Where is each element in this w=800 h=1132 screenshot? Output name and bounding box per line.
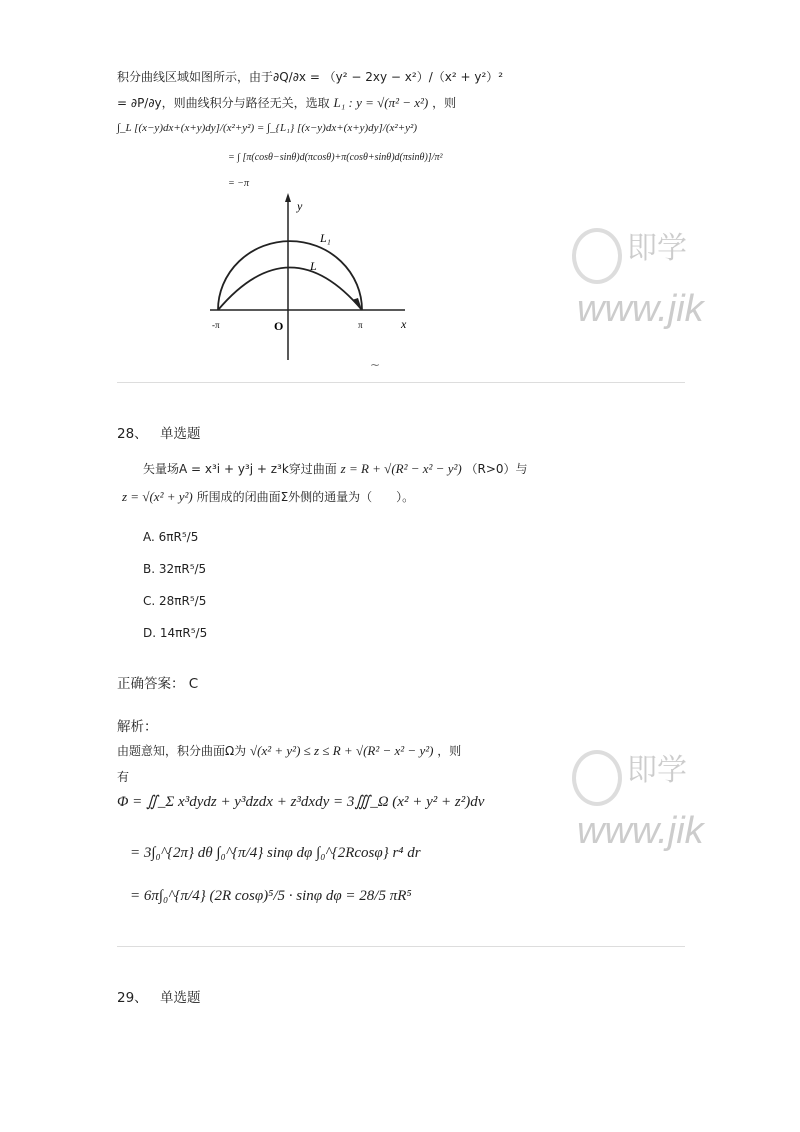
panda-logo-icon — [572, 750, 622, 806]
divider — [117, 946, 685, 947]
option-letter: C. — [143, 594, 156, 608]
q28-header — [117, 422, 200, 442]
q29-header — [117, 986, 200, 1006]
analysis-eq2: = 3∫₀^{2π} dθ ∫₀^{π/4} sinφ dφ ∫₀^{2Rcosφ} r⁴ dr — [130, 845, 421, 861]
q28-stem-line2 — [122, 488, 414, 505]
curve-L — [218, 268, 362, 311]
q27-figure — [200, 190, 420, 365]
option-text: 6πR⁵/5 — [158, 530, 199, 544]
watermark-url: www.jik — [577, 288, 704, 330]
option-text: 14πR⁵/5 — [159, 626, 208, 640]
option-text: 28πR⁵/5 — [159, 594, 207, 608]
analysis-line2: 有 — [117, 770, 130, 784]
q27-solution-line2 — [117, 94, 456, 111]
origin-label: O — [274, 319, 284, 333]
option-letter: D. — [143, 626, 157, 640]
option-text: 32πR⁵/5 — [158, 562, 207, 576]
q29-type: 单选题 — [159, 990, 201, 1006]
q27-line2-text: = ∂P/∂y，则曲线积分与路径无关，选取 — [117, 96, 330, 110]
q27-line2-end: ，则 — [432, 96, 457, 110]
y-axis-arrow — [285, 193, 291, 202]
analysis-line1 — [117, 742, 461, 759]
answer-value: C — [188, 676, 199, 692]
pi-label: π — [358, 320, 363, 330]
L1-label: L₁ — [320, 231, 331, 245]
watermark-brand: 即学 — [627, 232, 687, 265]
q28-stem-math2: z = √(x² + y²) — [122, 489, 193, 504]
q29-number: 29、 — [117, 990, 148, 1006]
analysis-math: √(x² + y²) ≤ z ≤ R + √(R² − x² − y²) — [250, 743, 434, 758]
watermark — [572, 740, 704, 880]
q28-number: 28、 — [117, 426, 148, 442]
option-c[interactable] — [143, 594, 206, 608]
answer-label: 正确答案： — [117, 676, 185, 692]
option-d[interactable] — [143, 626, 207, 640]
q28-stem-line1 — [143, 460, 528, 477]
divider — [117, 382, 685, 383]
q28-stem-math1: z = R + √(R² − x² − y²) — [340, 461, 462, 476]
q28-stem-part1: 矢量场A = x³i + y³j + z³k穿过曲面 — [143, 462, 337, 476]
watermark-url: www.jik — [577, 810, 704, 852]
q27-eq2: = ∫ [π(cosθ−sinθ)d(πcosθ)+π(cosθ+sinθ)d(πsinθ)]/π² — [228, 152, 443, 163]
q28-stem-part3: 所围成的闭曲面Σ外侧的通量为（ ）。 — [196, 490, 415, 504]
analysis-eq1: Φ = ∬_Σ x³dydz + y³dzdx + z³dxdy = 3∭_Ω (x² + y² + z²)dv — [117, 794, 485, 810]
option-letter: B. — [143, 562, 156, 576]
stray-mark: ~ — [370, 358, 381, 372]
q27-line2-math: L₁ : y = √(π² − x²) — [333, 95, 429, 110]
option-a[interactable] — [143, 530, 198, 544]
y-label: y — [297, 199, 303, 213]
L-label: L — [310, 259, 317, 273]
analysis-label: 解析： — [117, 719, 158, 735]
analysis-text: 由题意知，积分曲面Ω为 — [117, 744, 247, 758]
analysis-text-end: ，则 — [437, 744, 462, 758]
watermark — [572, 218, 704, 358]
correct-answer — [117, 672, 198, 692]
q27-solution-line1: 积分曲线区域如图所示，由于∂Q/∂x = （y² − 2xy − x²）/（x² + y²）² — [117, 70, 504, 84]
curve-L1 — [218, 241, 362, 310]
option-letter: A. — [143, 530, 155, 544]
q28-stem-part2: （R>0）与 — [465, 462, 528, 476]
q27-eq3: = −π — [228, 178, 250, 189]
q27-eq1: ∫_L [(x−y)dx+(x+y)dy]/(x²+y²) = ∫_{L₁} [(x−y)dx+(x+y)dy]/(x²+y²) — [117, 122, 417, 134]
analysis-eq3: = 6π∫₀^{π/4} (2R cosφ)⁵/5 · sinφ dφ = 28/5 πR⁵ — [130, 888, 412, 904]
neg-pi-label: -π — [212, 320, 220, 330]
q28-type: 单选题 — [159, 426, 201, 442]
option-b[interactable] — [143, 562, 206, 576]
x-label: x — [401, 317, 407, 331]
watermark-brand: 即学 — [627, 754, 687, 787]
panda-logo-icon — [572, 228, 622, 284]
